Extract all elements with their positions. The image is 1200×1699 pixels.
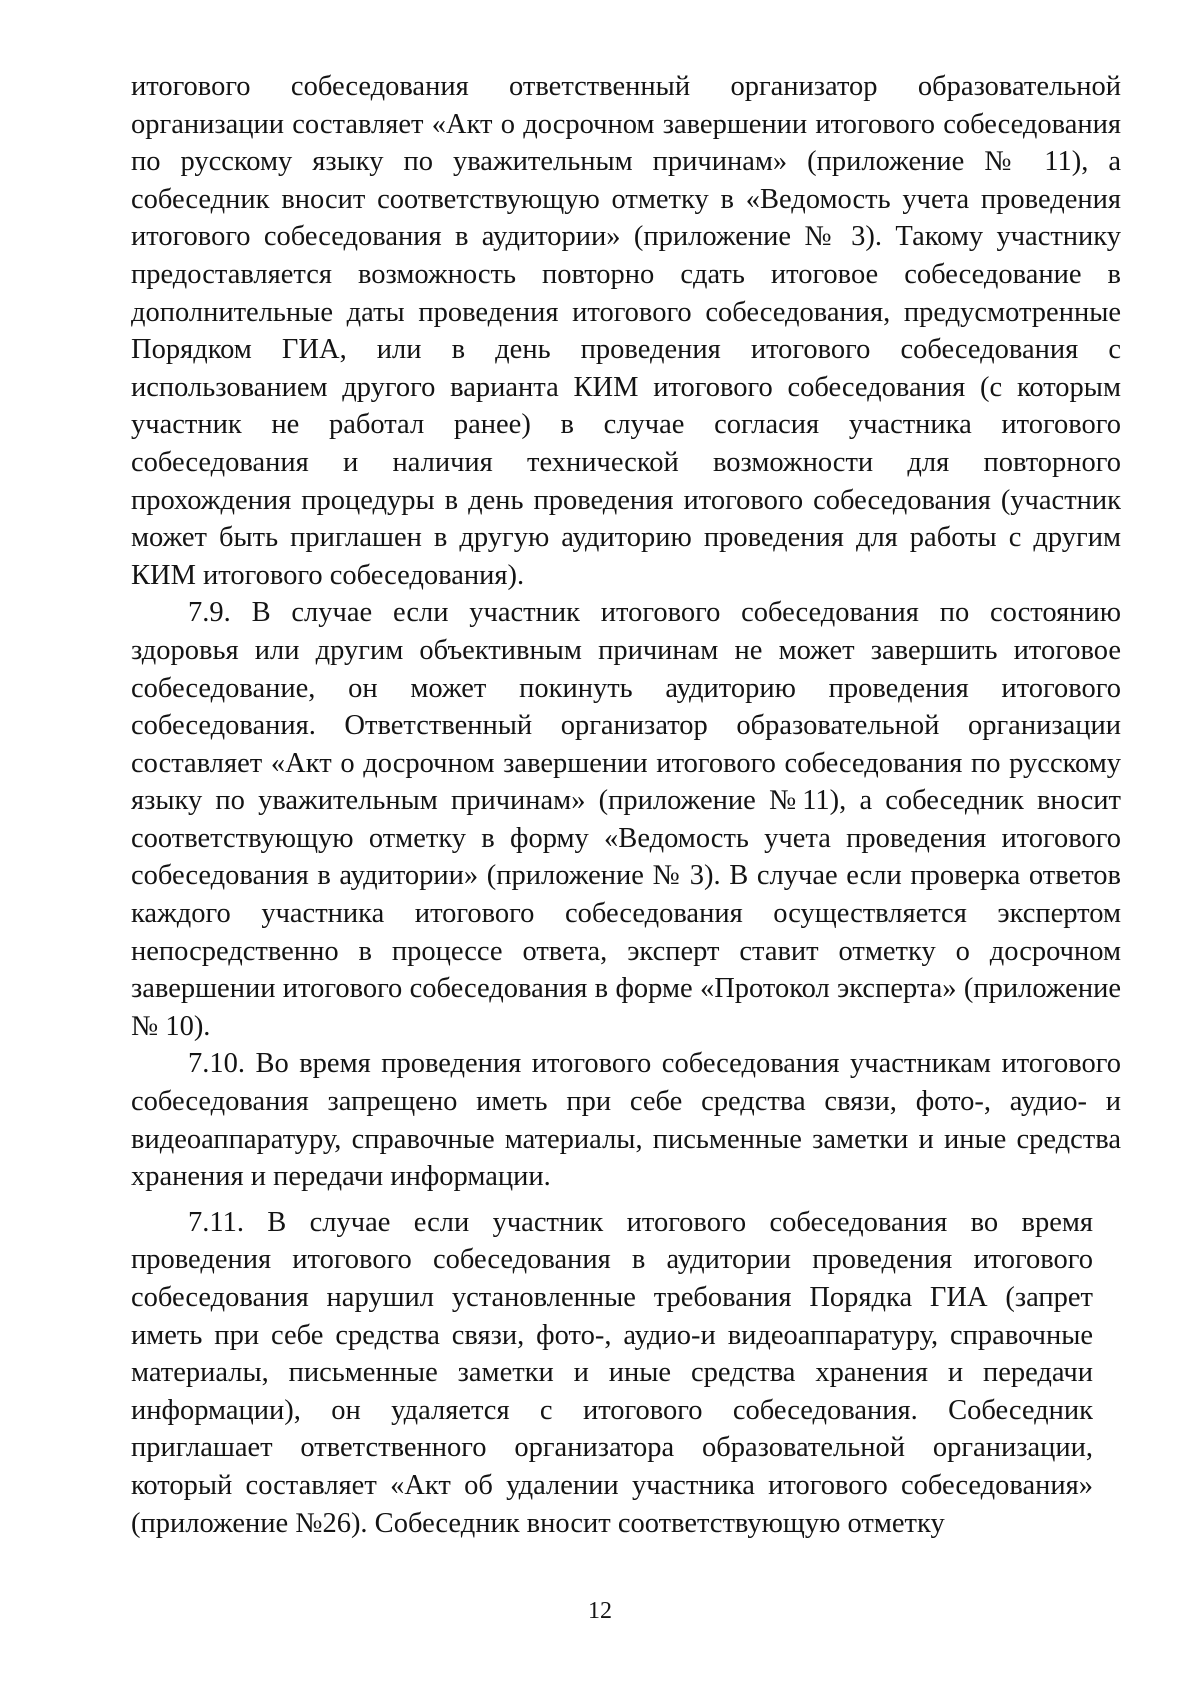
paragraph-7-9: 7.9. В случае если участник итогового собеседования по состоянию здоровья или другим объективным причинам не может завершить итоговое собеседование, он может покинуть аудиторию проведения итогового собеседования. Ответственный организатор образовательной организации составляет «Акт о досрочном завершении итогового собеседования по русскому языку по уважительным причинам» (приложение №11), а собеседник вносит соответствующую отметку в форму «Ведомость учета проведения итогового собеседования в аудитории» (приложение № 3). В случае если проверка ответов каждого участника итогового собеседования осуществляется экспертом непосредственно в процессе ответа, эксперт ставит отметку о досрочном завершении итогового собеседования в форме «Протокол эксперта» (приложение № 10). xyxy=(131,597,1121,1042)
paragraph-7-11: 7.11. В случае если участник итогового собеседования во время проведения итогового собеседования в аудитории проведения итогового собеседования нарушил установленные требования Порядка ГИА (запрет иметь при себе средства связи, фото-, аудио-и видеоаппаратуру, справочные материалы, письменные заметки и иные средства хранения и передачи информации), он удаляется с итогового собеседования. Собеседник приглашает ответственного организатора образовательной организации, который составляет «Акт об удалении участника итогового собеседования» (приложение №26). Собеседник вносит соответствующую отметку xyxy=(131,1206,1093,1539)
page-number: 12 xyxy=(588,1598,612,1624)
paragraph-continuation: итогового собеседования ответственный организатор образовательной организации составляет «Акт о досрочном завершении итогового собеседования по русскому языку по уважительным причинам» (приложение № 11), а собеседник вносит соответствующую отметку в «Ведомость учета проведения итогового собеседования в аудитории» (приложение № 3). Такому участнику предоставляется возможность повторно сдать итоговое собеседование в дополнительные даты проведения итогового собеседования, предусмотренные Порядком ГИА, или в день проведения итогового собеседования с использованием другого варианта КИМ итогового собеседования (с которым участник не работал ранее) в случае согласия участника итогового собеседования и наличия технической возможности для повторного прохождения процедуры в день проведения итогового собеседования (участник может быть приглашен в другую аудиторию проведения для работы с другим КИМ итогового собеседования). xyxy=(131,71,1121,591)
document-body xyxy=(131,68,1121,1542)
paragraph-7-10: 7.10. Во время проведения итогового собеседования участникам итогового собеседования запрещено иметь при себе средства связи, фото-, аудио- и видеоаппаратуру, справочные материалы, письменные заметки и иные средства хранения и передачи информации. xyxy=(131,1048,1121,1193)
